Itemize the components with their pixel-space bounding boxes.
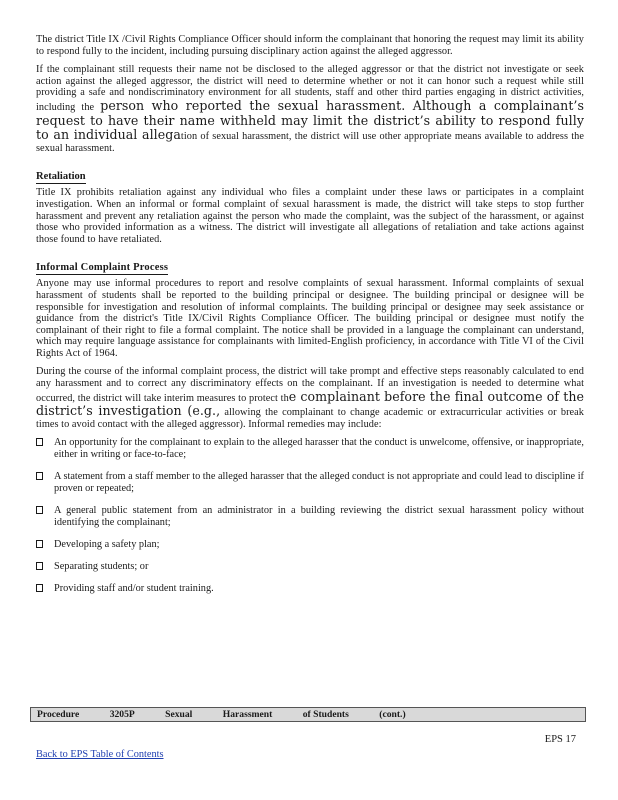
checkbox-bullet-icon (36, 506, 43, 514)
footer-procedure-label: Procedure (37, 709, 80, 720)
procedure-footer-bar (30, 707, 586, 722)
paragraph-honoring-request: The district Title IX /Civil Rights Compliance Officer should inform the complainant that honoring the request may limit its ability to respond fully to the incident, including pursuing disciplinary action against the alleged aggressor. (36, 34, 584, 57)
footer-title-word-3: of Students (302, 709, 349, 720)
checkbox-bullet-icon (36, 584, 43, 592)
document-body (36, 34, 584, 605)
page-number: EPS 17 (544, 734, 576, 745)
informal-interim-paragraph (36, 366, 584, 430)
list-item (36, 583, 584, 595)
retaliation-heading: Retaliation (36, 171, 86, 183)
retaliation-paragraph: Title IX prohibits retaliation against any individual who files a complaint under these laws or participates in a complaint investigation. When an informal or formal complaint of sexual harassment is made, the district will take steps to stop further harassment and prevent any retaliation against the person who made the complaint, was the subject of the harassment, or against those who provided information as a witness. The district will investigate all allegations of retaliation and take actions against those found to have retaliated. (36, 187, 584, 245)
paragraph-name-withheld-text: If the complainant still requests their name not be disclosed to the alleged aggressor or that the district not investigate or seek action against the alleged aggressor, the district will need to determine whether or not it can honor such a request while still providing a safe and nondiscriminatory environment for all students, staff and other third parties engaging in district activities, including the (36, 64, 584, 113)
remedies-list (36, 437, 584, 595)
checkbox-bullet-icon (36, 540, 43, 548)
list-item (36, 505, 584, 529)
footer-continued: (cont.) (379, 709, 406, 720)
list-item (36, 561, 584, 573)
checkbox-bullet-icon (36, 438, 43, 446)
remedy-text: Developing a safety plan; (54, 539, 160, 551)
remedy-text: Separating students; or (54, 561, 149, 573)
checkbox-bullet-icon (36, 472, 43, 480)
informal-interim-large-text: e complainant before the final outcome of the district’s investigation (e.g., (36, 388, 584, 419)
paragraph-name-withheld (36, 64, 584, 154)
paragraph-name-withheld-large-text: person who reported the sexual harassment. Although a complainant’s request to have their name withheld may limit the district’s ability to respond fully to an individual allega (36, 97, 585, 143)
remedy-text: A statement from a staff member to the alleged harasser that the alleged conduct is not appropriate and could lead to discipline if proven or repeated; (54, 471, 584, 495)
list-item (36, 539, 584, 551)
informal-interim-tail: allowing the complainant to change academic or extracurricular activities or break times to avoid contact with the alleged aggressor). Informal remedies may include: (36, 407, 584, 430)
paragraph-name-withheld-tail: tion of sexual harassment, the district will use other appropriate means available to address the sexual harassment. (36, 131, 584, 154)
footer-procedure-number: 3205P (109, 709, 135, 720)
remedy-text: A general public statement from an administrator in a building reviewing the district sexual harassment policy without identifying the complainant; (54, 505, 584, 529)
remedy-text: Providing staff and/or student training. (54, 583, 214, 595)
informal-process-heading: Informal Complaint Process (36, 262, 169, 274)
back-to-toc-link[interactable]: Back to EPS Table of Contents (36, 749, 164, 760)
list-item (36, 471, 584, 495)
list-item (36, 437, 584, 461)
informal-process-paragraph: Anyone may use informal procedures to report and resolve complaints of sexual harassment. Informal complaints of sexual harassment of students shall be reported to the building principal or designee. The building principal or designee will be responsible for investigation and resolution of informal complaints. The building principal or designee may seek assistance or guidance from the district's Title IX/Civil Rights Compliance Officer. The building principal or designee must notify the complainant of their right to file a formal complaint. The notice shall be provided in a language the complainant can understand, which may require language assistance for complainants with limited-English proficiency, in accordance with Title VI of the Civil Rights Act of 1964. (36, 278, 584, 359)
checkbox-bullet-icon (36, 562, 43, 570)
footer-title-word-2: Harassment (222, 709, 273, 720)
remedy-text: An opportunity for the complainant to explain to the alleged harasser that the conduct is unwelcome, offensive, or inappropriate, either in writing or face-to-face; (54, 437, 584, 461)
informal-interim-text: During the course of the informal complaint process, the district will take prompt and effective steps reasonably calculated to end any harassment and to correct any discriminatory effects on the complainant. If an investigation is needed to determine what occurred, the district will take interim measures to protect th (36, 366, 584, 404)
footer-title-word-1: Sexual (165, 709, 193, 720)
